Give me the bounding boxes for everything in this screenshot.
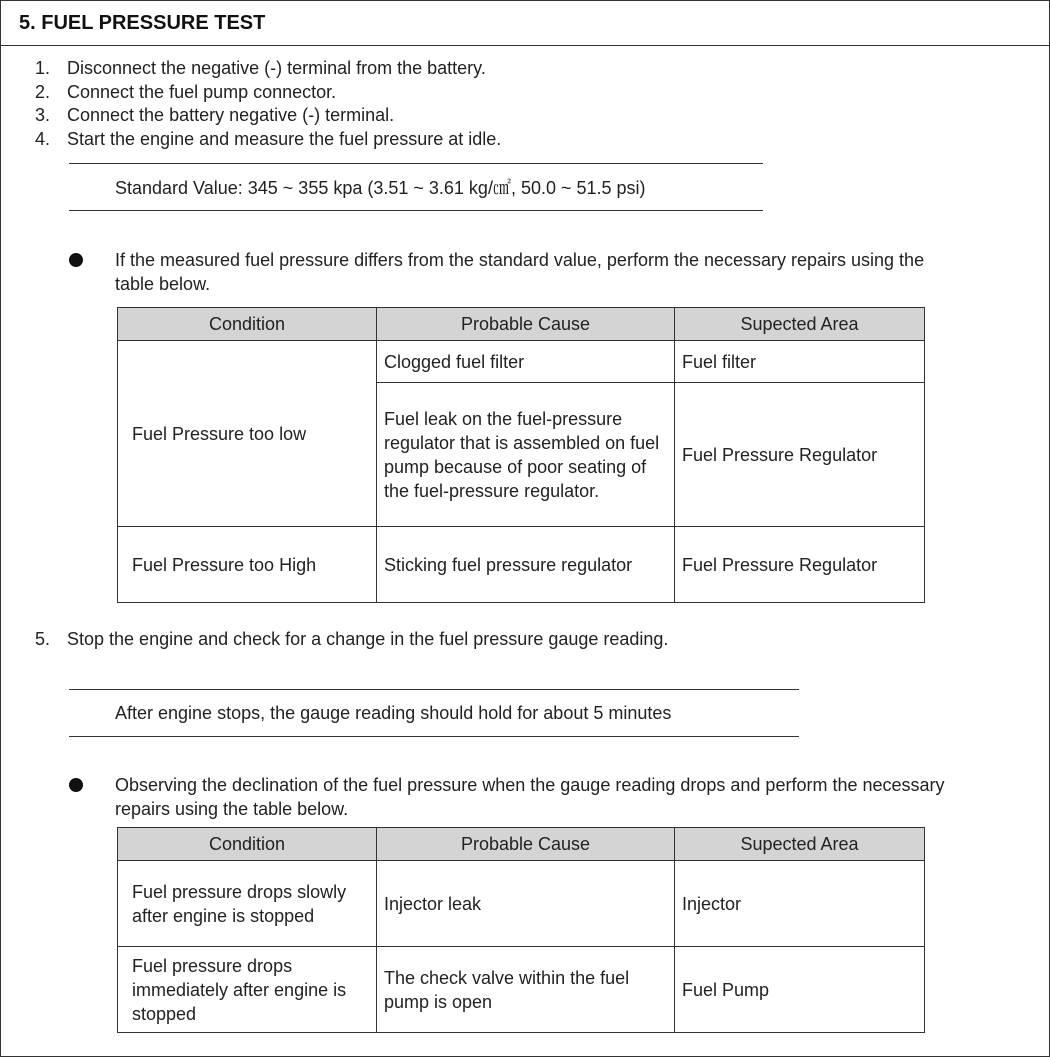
col-header-condition: Condition — [118, 828, 377, 861]
standard-value-box — [69, 163, 763, 211]
area-cell: Injector — [675, 861, 925, 947]
col-header-cause: Probable Cause — [377, 828, 675, 861]
condition-cell: Fuel Pressure too low — [118, 341, 377, 527]
step-1: 1. Disconnect the negative (-) terminal from the battery. — [35, 58, 486, 78]
step-5: 5. Stop the engine and check for a change in the fuel pressure gauge reading. — [35, 629, 669, 649]
pressure-drop-table — [117, 827, 925, 1033]
bullet-note-2 — [69, 773, 949, 821]
step-2: 2. Connect the fuel pump connector. — [35, 81, 337, 102]
col-header-condition: Condition — [118, 308, 377, 341]
bullet-dot-icon — [69, 253, 83, 267]
cause-cell: Clogged fuel filter — [377, 341, 675, 383]
condition-cell: Fuel pressure drops immediately after engine is stopped — [118, 947, 377, 1033]
cause-cell: Sticking fuel pressure regulator — [377, 527, 675, 603]
condition-cell: Fuel Pressure too High — [118, 527, 377, 603]
bullet-text-2: Observing the declination of the fuel pressure when the gauge reading drops and perform the necessary repairs using the table below. — [115, 775, 945, 819]
condition-cell: Fuel pressure drops slowly after engine is stopped — [118, 861, 377, 947]
bullet-note-1 — [69, 248, 939, 296]
cause-cell: Fuel leak on the fuel-pressure regulator that is assembled on fuel pump because of poor seating of the fuel-pressure regulator. — [377, 383, 675, 527]
section-title: 5. FUEL PRESSURE TEST — [1, 1, 1049, 46]
col-header-cause: Probable Cause — [377, 308, 675, 341]
table-row — [118, 527, 925, 603]
fuel-pressure-table — [117, 307, 925, 603]
cause-cell: Injector leak — [377, 861, 675, 947]
table-row — [118, 341, 925, 383]
hold-note-text: After engine stops, the gauge reading should hold for about 5 minutes — [115, 702, 672, 723]
standard-value-text: Standard Value: 345 ~ 355 kpa (3.51 ~ 3.61 kg/㎠, 50.0 ~ 51.5 psi) — [115, 178, 646, 198]
hold-note-box — [69, 689, 799, 737]
bullet-text-1: If the measured fuel pressure differs from the standard value, perform the necessary repairs using the table below. — [115, 250, 925, 294]
area-cell: Fuel Pressure Regulator — [675, 383, 925, 527]
table-row — [118, 947, 925, 1033]
step-4: 4. Start the engine and measure the fuel pressure at idle. — [35, 128, 502, 149]
area-cell: Fuel Pressure Regulator — [675, 527, 925, 603]
table-row — [118, 861, 925, 947]
col-header-area: Supected Area — [675, 828, 925, 861]
step-list — [35, 57, 501, 151]
col-header-area: Supected Area — [675, 308, 925, 341]
area-cell: Fuel filter — [675, 341, 925, 383]
step-3: 3. Connect the battery negative (-) terminal. — [35, 105, 395, 125]
area-cell: Fuel Pump — [675, 947, 925, 1033]
cause-cell: The check valve within the fuel pump is open — [377, 947, 675, 1033]
bullet-dot-icon — [69, 778, 83, 792]
